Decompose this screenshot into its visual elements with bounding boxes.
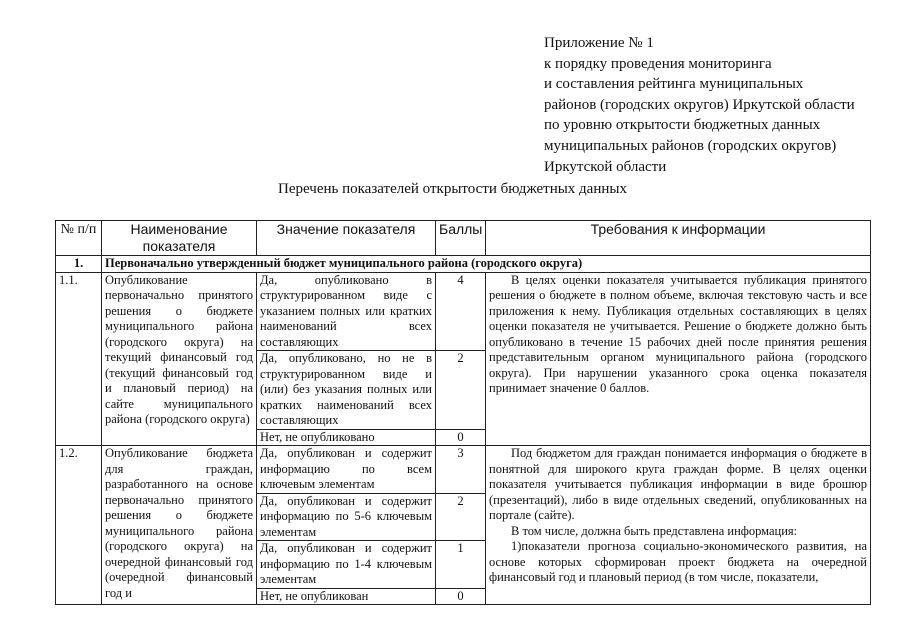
appendix-line: Иркутской области — [544, 158, 667, 175]
appendix-line: Приложение № 1 — [544, 35, 654, 51]
header-requirements: Требования к информации — [486, 221, 871, 256]
document-title: Перечень показателей открытости бюджетных данных — [278, 181, 627, 197]
row-num: 1.2. — [56, 446, 102, 605]
requirements-text: В том числе, должна быть представлена информация: — [511, 523, 798, 538]
option-score: 0 — [436, 429, 486, 446]
requirements-text: В целях оценки показателя учитывается публикация принятого решения о бюджете в полном объеме, включая текстовую часть и все приложения к нему. Публикация отдельных составляющих в целях оценки показателя не учитывается. Решение о бюджете должно быть опубликовано в течение 15 рабочих дней после принятия решения представительным органом муниципального района (городского округа). При нарушении указанного срока оценка показателя принимает значение 0 баллов. — [486, 272, 871, 446]
appendix-line: к порядку проведения мониторинга — [544, 55, 772, 72]
option-value: Нет, не опубликован — [257, 588, 436, 605]
option-value: Нет, не опубликовано — [257, 429, 436, 446]
indicators-table — [55, 220, 871, 605]
header-num: № п/п — [56, 221, 102, 256]
row-num: 1.1. — [56, 272, 102, 446]
header-name: Наименование показателя — [102, 221, 257, 256]
option-value: Да, опубликован и содержит информацию по 5-6 ключевым элементам — [257, 493, 436, 541]
table-row — [56, 446, 871, 494]
table-row — [56, 272, 871, 351]
indicator-name: Опубликование первоначально принятого решения о бюджете муниципального района (городского округа) на текущий финансовый год (текущий финансовый год и плановый период) на сайте муниципального района (городского округа) — [102, 272, 257, 446]
option-score: 0 — [436, 588, 486, 605]
requirements-text: 1)показатели прогноза социально-экономического развития, на основе которых сформирован проект бюджета на очередной финансовый год и плановый период (в том числе, показатели, — [489, 539, 867, 584]
section-num: 1. — [56, 256, 102, 273]
appendix-line: муниципальных районов (городских округов) — [544, 137, 837, 154]
option-value: Да, опубликован и содержит информацию по 1-4 ключевым элементам — [257, 541, 436, 589]
option-score: 2 — [436, 493, 486, 541]
requirements-text: Под бюджетом для граждан понимается информация о бюджете в понятной для широкого круга граждан форме. В целях оценки показателя учитывается публикация информации в виде брошюр (презентаций), либо в виде отдельных сведений, опубликованных на портале (сайте). — [489, 446, 867, 522]
option-value: Да, опубликовано, но не в структурированном виде и (или) без указания полных или кратких наименований всех составляющих — [257, 351, 436, 430]
appendix-block — [544, 33, 855, 177]
option-value: Да, опубликован и содержит информацию по всем ключевым элементам — [257, 446, 436, 494]
option-score: 3 — [436, 446, 486, 494]
header-value: Значение показателя — [257, 221, 436, 256]
option-score: 4 — [436, 272, 486, 351]
requirements-cell — [486, 446, 871, 605]
section-title: Первоначально утвержденный бюджет муниципального района (городского округа) — [102, 256, 871, 273]
option-value: Да, опубликовано в структурированном виде с указанием полных или кратких наименований всех составляющих — [257, 272, 436, 351]
table-header-row — [56, 221, 871, 256]
option-score: 1 — [436, 541, 486, 589]
appendix-line: районов (городских округов) Иркутской области — [544, 96, 855, 113]
appendix-line: по уровню открытости бюджетных данных — [544, 117, 821, 134]
header-score: Баллы — [436, 221, 486, 256]
appendix-line: и составления рейтинга муниципальных — [544, 76, 804, 93]
option-score: 2 — [436, 351, 486, 430]
indicator-name: Опубликование бюджета для граждан, разработанного на основе первоначально принятого решения о бюджете муниципального района (городского округа) на очередной финансовый год (очередной финансовый год и — [102, 446, 257, 605]
section-row — [56, 256, 871, 273]
